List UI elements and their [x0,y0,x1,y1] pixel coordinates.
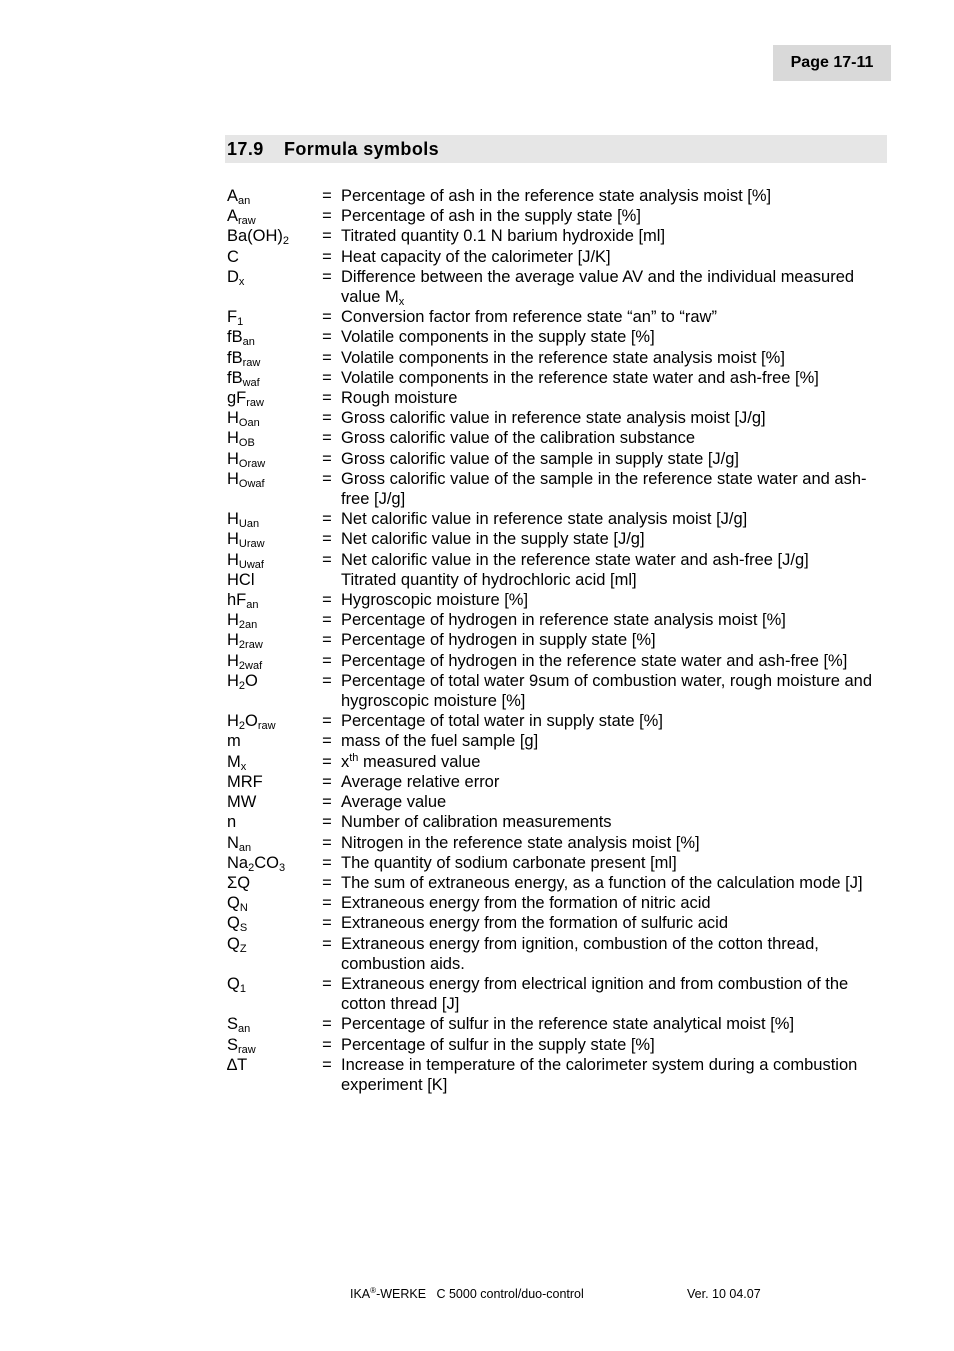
symbol-row [227,388,887,408]
symbol-description [341,731,887,751]
equals-sign: = [322,550,332,569]
footer-product-name: -WERKE C 5000 control/duo-control [376,1287,584,1301]
equals-sign: = [322,772,332,791]
symbol-subscript: x [238,275,245,288]
symbol-base: H [227,469,239,488]
description-text: Titrated quantity of hydrochloric acid [ml] [341,570,637,589]
symbol-row [227,307,887,327]
equals-sign: = [322,207,332,226]
symbol [227,428,313,448]
symbol-row [227,772,887,792]
description-text: Rough moisture [341,389,458,408]
symbol-base: HCl [227,570,255,589]
symbol-description [341,1035,887,1055]
symbol-row [227,812,887,832]
equals-sign: = [322,348,332,367]
symbol-row [227,630,887,650]
symbol-description [341,1055,887,1095]
symbol-description [341,570,887,590]
symbol-row [227,327,887,347]
symbol-subscript: 2 [282,235,290,248]
symbol-row [227,267,887,307]
description-text: The sum of extraneous energy, as a function of the calculation mode [J] [341,873,863,892]
description-text: Percentage of sulfur in the reference state analytical moist [%] [341,1015,795,1034]
symbol-base: H [227,510,239,529]
symbol-description [341,1014,887,1034]
symbol [227,186,313,206]
symbol-subscript: Uan [238,518,260,531]
symbol-base: H [227,651,239,670]
symbol-base: H [227,429,239,448]
symbol [227,934,313,954]
symbol [227,529,313,549]
symbol [227,206,313,226]
symbol-base: H [227,712,239,731]
equals-sign: = [322,469,332,488]
symbol-base: H [227,611,239,630]
symbol-base: n [227,813,237,832]
symbol [227,711,313,731]
symbol-row [227,1055,887,1095]
symbol-row [227,1035,887,1055]
symbol [227,610,313,630]
equals-sign: = [322,651,332,670]
symbol-row [227,610,887,630]
symbol-description [341,307,887,327]
symbol [227,833,313,853]
symbol-row [227,873,887,893]
symbol-row [227,893,887,913]
symbol [227,570,313,590]
description-text: Nitrogen in the reference state analysis moist [%] [341,833,700,852]
symbol-base: H [227,671,239,690]
symbol-description [341,833,887,853]
symbol [227,590,313,610]
symbol-subscript: Z [239,942,247,955]
description-text: Volatile components in the supply state [%] [341,328,655,347]
symbol-base: C [227,247,239,266]
symbol-description [341,711,887,731]
symbol [227,752,313,772]
symbol-description [341,913,887,933]
symbol-base: S [227,1035,239,1054]
symbol-base: ∆T [227,1055,248,1074]
description-text: Gross calorific value of the calibration substance [341,429,696,448]
symbol [227,1055,313,1075]
symbol-subscript: 2raw [238,639,263,652]
symbol [227,327,313,347]
symbol-description [341,873,887,893]
description-text: Increase in temperature of the calorimeter system during a combustion experiment [K] [341,1055,858,1094]
symbol-base: Ba(OH) [227,227,283,246]
symbol-description [341,348,887,368]
symbol-base: S [227,1015,239,1034]
symbol-base: F [227,308,238,327]
symbol-base: D [227,267,239,286]
symbol-row [227,590,887,610]
symbol-description [341,226,887,246]
symbol-subscript: N [239,902,248,915]
equals-sign: = [322,631,332,650]
footer-product [350,1287,584,1301]
symbol-description [341,792,887,812]
symbol-row [227,550,887,570]
symbol-subscript: an [238,1023,251,1036]
description-text: Gross calorific value in reference state analysis moist [J/g] [341,409,766,428]
symbol-subscript: an [242,336,255,349]
symbol [227,873,313,893]
symbol-description [341,247,887,267]
equals-sign: = [322,247,332,266]
symbol-description [341,630,887,650]
symbol-subscript: 2 [238,679,246,692]
symbol [227,509,313,529]
symbol-row [227,671,887,711]
equals-sign: = [322,611,332,630]
description-text: mass of the fuel sample [g] [341,732,539,751]
symbol-subscript: S [239,922,248,935]
symbol-row [227,974,887,1014]
symbol-description [341,529,887,549]
equals-sign: = [322,1055,332,1074]
symbol [227,388,313,408]
equals-sign: = [322,409,332,428]
symbol-subscript: Owaf [238,477,265,490]
symbol-row [227,247,887,267]
symbol-base: N [227,833,239,852]
symbol [227,307,313,327]
symbol-subscript: an [238,841,252,854]
symbol-subscript: 2 [238,720,246,733]
symbol-base: m [227,732,241,751]
description-superscript: th [349,751,359,764]
symbol-base: fB [227,328,243,347]
symbol-subscript: an [246,599,259,612]
description-text: Extraneous energy from the formation of nitric acid [341,894,711,913]
description-text: Percentage of ash in the reference state analysis moist [%] [341,187,772,205]
description-text: The quantity of sodium carbonate present [ml] [341,853,677,872]
equals-sign: = [322,368,332,387]
symbol-row [227,853,887,873]
symbol-row [227,226,887,246]
description-text: Volatile components in the reference state analysis moist [%] [341,348,785,367]
symbol-subscript: Oraw [238,457,266,470]
symbol-row [227,913,887,933]
description-text: Volatile components in the reference state water and ash-free [%] [341,368,819,387]
symbol-base: Q [227,914,240,933]
symbol [227,368,313,388]
symbol-description [341,934,887,974]
symbol-subscript: 1 [237,316,244,329]
symbol-row [227,206,887,226]
equals-sign: = [322,914,332,933]
equals-sign: = [322,813,332,832]
equals-sign: = [322,308,332,327]
symbol-base: O [245,712,258,731]
symbol-row [227,428,887,448]
equals-sign: = [322,732,332,751]
symbol-description [341,812,887,832]
description-text: measured value [358,752,481,771]
symbol-subscript: 2waf [238,659,263,672]
equals-sign: = [322,1035,332,1054]
symbol-description [341,206,887,226]
equals-sign: = [322,510,332,529]
description-text: Percentage of hydrogen in the reference state water and ash-free [%] [341,651,848,670]
symbol-base: H [227,409,239,428]
symbol-row [227,348,887,368]
symbol-subscript: Uraw [238,538,265,551]
description-text: Conversion factor from reference state “an” to “raw” [341,308,717,327]
symbol-description [341,853,887,873]
symbol [227,812,313,832]
description-text: Extraneous energy from the formation of sulfuric acid [341,914,729,933]
symbol-base: M [227,752,241,771]
symbol-description [341,772,887,792]
symbol [227,893,313,913]
symbol-row [227,469,887,509]
symbol-description [341,388,887,408]
equals-sign: = [322,894,332,913]
symbol-base: ΣQ [227,873,251,892]
description-text: Net calorific value in the reference state water and ash-free [J/g] [341,550,809,569]
symbol-row [227,792,887,812]
equals-sign: = [322,712,332,731]
symbol-base: CO [254,853,279,872]
description-text: Percentage of total water in supply state [%] [341,712,663,731]
equals-sign: = [322,530,332,549]
symbol-row [227,449,887,469]
symbol-base: A [227,187,239,205]
symbol-description [341,327,887,347]
symbol-row [227,731,887,751]
symbol-base: A [227,207,239,226]
description-subscript: x [398,296,405,309]
symbol-base: O [245,671,258,690]
footer-brand: IKA [350,1287,371,1301]
equals-sign: = [322,187,332,205]
symbol-base: MW [227,793,257,812]
symbol-row [227,833,887,853]
description-text: Gross calorific value of the sample in supply state [J/g] [341,449,740,468]
equals-sign: = [322,591,332,610]
symbol-description [341,267,887,307]
symbol-base: H [227,631,239,650]
symbol-description [341,590,887,610]
symbol-row [227,186,887,206]
symbol-base: fB [227,348,243,367]
symbol-description [341,651,887,671]
symbol-subscript: raw [238,1043,256,1056]
symbol-row [227,408,887,428]
symbol [227,731,313,751]
section-heading [225,135,887,163]
equals-sign: = [322,934,332,953]
symbol [227,550,313,570]
description-text: Percentage of hydrogen in supply state [%] [341,631,656,650]
description-text: Net calorific value in reference state analysis moist [J/g] [341,510,748,529]
symbol [227,651,313,671]
symbol-description [341,449,887,469]
symbol-base: gF [227,389,247,408]
symbol-row [227,368,887,388]
equals-sign: = [322,833,332,852]
symbol-row [227,570,887,590]
symbol-row [227,711,887,731]
description-text: Difference between the average value AV and the individual measured value M [341,267,855,307]
equals-sign: = [322,873,332,892]
symbol-base: H [227,550,239,569]
symbol-description [341,893,887,913]
equals-sign: = [322,853,332,872]
section-number: 17.9 [227,138,264,159]
symbol [227,267,313,287]
symbol [227,913,313,933]
symbol [227,671,313,691]
symbol-row [227,752,887,772]
symbol-subscript: waf [242,376,260,389]
equals-sign: = [322,449,332,468]
symbol-subscript: raw [257,720,276,733]
description-text: Net calorific value in the supply state [J/g] [341,530,645,549]
equals-sign: = [322,389,332,408]
description-text: Average relative error [341,772,500,791]
equals-sign: = [322,429,332,448]
symbol-base: Q [227,934,240,953]
symbol [227,449,313,469]
formula-symbols-list [227,186,887,1095]
equals-sign: = [322,328,332,347]
equals-sign: = [322,793,332,812]
symbol-subscript: 1 [239,982,246,995]
symbol-subscript: raw [246,397,264,410]
equals-sign: = [322,974,332,993]
symbol-description [341,186,887,206]
description-text: Percentage of sulfur in the supply state [%] [341,1035,655,1054]
description-text: Percentage of ash in the supply state [%] [341,207,641,226]
symbol-base: hF [227,591,247,610]
description-text: Titrated quantity 0.1 N barium hydroxide [ml] [341,227,666,246]
symbol-description [341,550,887,570]
description-text: Percentage of total water 9sum of combustion water, rough moisture and hygroscopic moisture [%] [341,671,873,711]
description-text: Extraneous energy from ignition, combustion of the cotton thread, combustion aids. [341,934,819,973]
equals-sign: = [322,227,332,246]
symbol-description [341,469,887,509]
symbol [227,792,313,812]
equals-sign: = [322,752,332,771]
symbol-row [227,934,887,974]
symbol-subscript: 2an [238,619,258,632]
equals-sign: = [322,267,332,286]
symbol-row [227,651,887,671]
description-text: Heat capacity of the calorimeter [J/K] [341,247,611,266]
symbol [227,348,313,368]
symbol-subscript: Oan [238,417,260,430]
symbol [227,853,313,873]
description-text: Average value [341,793,447,812]
page-number-label: Page 17-11 [790,54,874,71]
symbol [227,974,313,994]
symbol-subscript: OB [238,437,255,450]
description-text: Gross calorific value of the sample in the reference state water and ash-free [J/g] [341,469,867,509]
symbol-subscript: raw [242,356,261,369]
description-text: Hygroscopic moisture [%] [341,591,529,610]
equals-sign: = [322,671,332,690]
symbol [227,408,313,428]
symbol-row [227,1014,887,1034]
symbol [227,469,313,489]
symbol-description [341,368,887,388]
symbol-subscript: raw [238,215,256,228]
description-text: Extraneous energy from electrical ignition and from combustion of the cotton thread [J] [341,974,849,1014]
symbol-description [341,408,887,428]
symbol-base: H [227,449,239,468]
symbol-description [341,610,887,630]
symbol-description [341,671,887,711]
symbol-subscript: 3 [278,861,286,874]
symbol-base: Q [227,894,240,913]
symbol-subscript: x [240,760,247,773]
symbol-base: MRF [227,772,263,791]
symbol [227,247,313,267]
symbol [227,772,313,792]
registered-mark: ® [370,1286,377,1295]
symbol-description [341,509,887,529]
symbol-subscript: Uwaf [238,558,264,571]
description-text: x [341,752,350,771]
symbol-base: Q [227,974,240,993]
symbol [227,226,313,246]
symbol [227,1035,313,1055]
symbol-base: Na [227,853,249,872]
symbol-description [341,974,887,1014]
description-text: Percentage of hydrogen in reference state analysis moist [%] [341,611,786,630]
symbol-description [341,428,887,448]
symbol-base: fB [227,368,243,387]
section-title: Formula symbols [284,138,440,159]
symbol [227,630,313,650]
symbol [227,1014,313,1034]
description-text: Number of calibration measurements [341,813,612,832]
symbol-base: H [227,530,239,549]
equals-sign: = [322,1015,332,1034]
symbol-subscript: 2 [248,861,255,874]
symbol-description [341,752,887,772]
symbol-subscript: an [238,195,251,207]
page-number-badge [773,45,891,81]
symbol-row [227,509,887,529]
footer-version: Ver. 10 04.07 [687,1287,761,1301]
symbol-row [227,529,887,549]
